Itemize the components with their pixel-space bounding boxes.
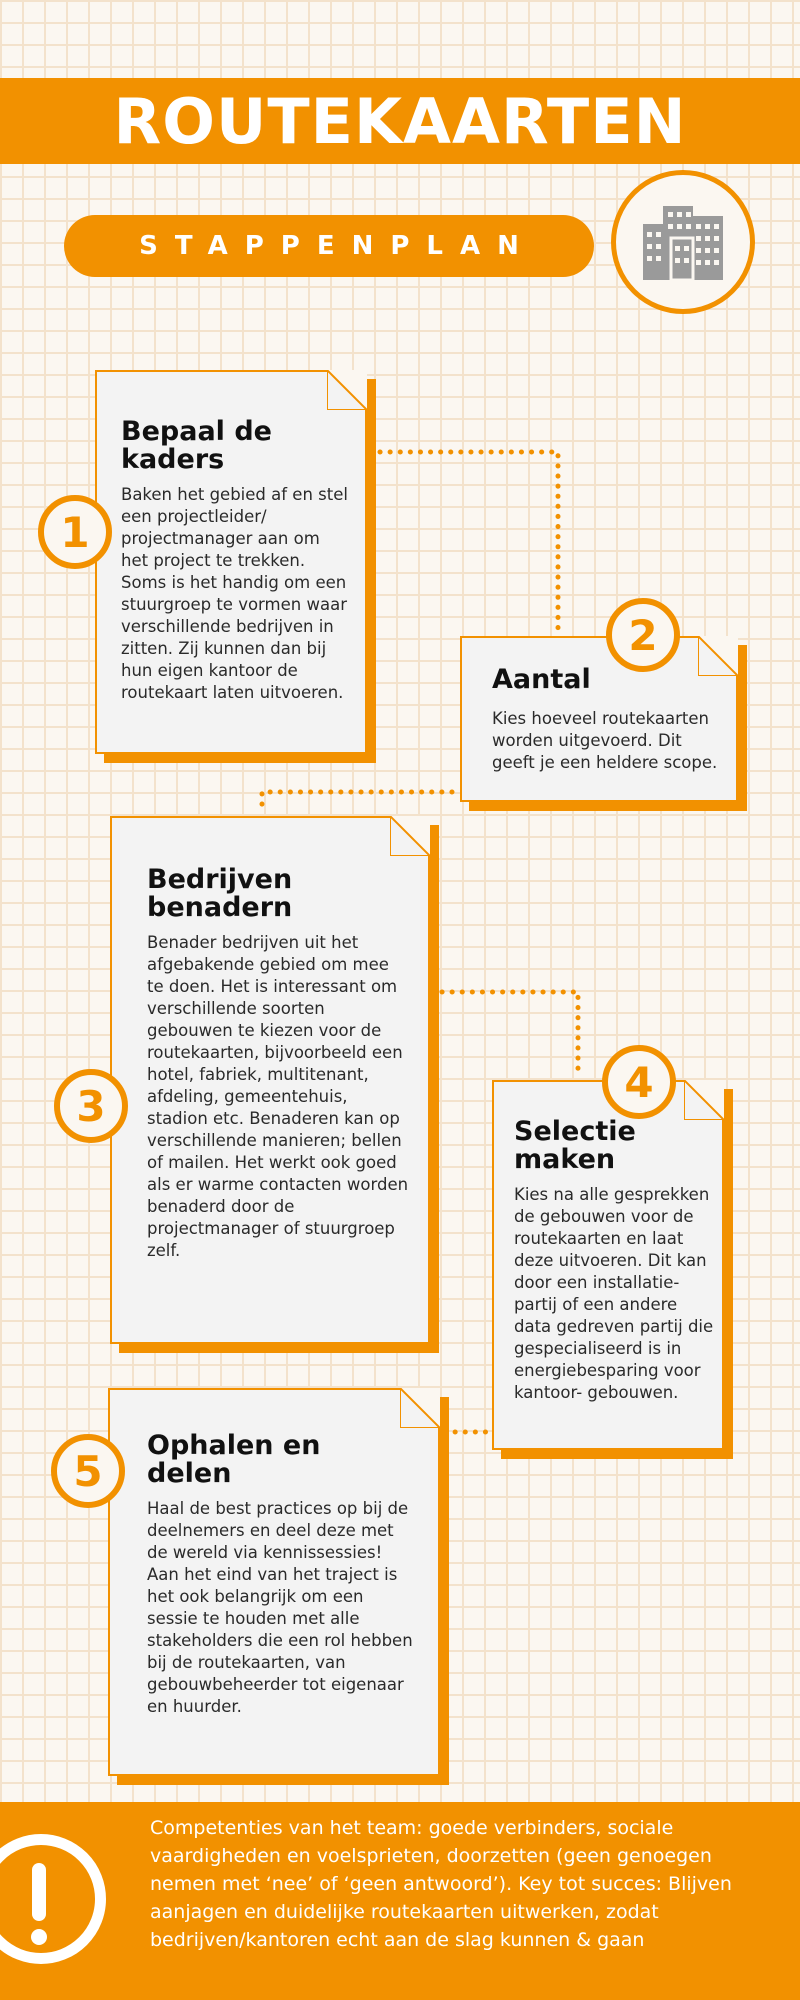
step-card-1 — [95, 370, 367, 754]
folded-corner — [684, 1080, 724, 1120]
step-number-3: 3 — [54, 1069, 128, 1143]
step-text: Benader bedrijven uit het afgebakende gebied om mee te doen. Het is interessant om verschillende soorten gebouwen te kiezen voor de routekaarten, bijvoorbeeld een hotel, fabriek, multitenant, afdeling, gemeentehuis, stadion etc. Benaderen kan op verschillende manieren; bellen of mailen. Het werkt ook goed als er warme contacten worden benaderd door de projectmanager of stuurgroep zelf. — [147, 933, 409, 1260]
step-number-1: 1 — [38, 495, 112, 569]
step-card-4 — [492, 1080, 724, 1450]
step-number-4: 4 — [602, 1045, 676, 1119]
subtitle-pill: STAPPENPLAN — [64, 215, 594, 277]
footer-band — [0, 1802, 800, 2000]
folded-corner — [390, 816, 430, 856]
step-title: Aantal — [492, 664, 591, 695]
step-text: Kies hoeveel routekaarten worden uitgevoerd. Dit geeft je een heldere scope. — [492, 709, 718, 772]
folded-corner — [400, 1388, 440, 1428]
step-number-5: 5 — [51, 1434, 125, 1508]
step-number-2: 2 — [606, 598, 680, 672]
step-card-2 — [460, 636, 738, 802]
step-text: Kies na alle gesprekken de gebouwen voor de routekaarten en laat deze uitvoeren. Dit kan door een installatie- partij of een andere data gedreven partij die gespecialiseerd is in energiebesparing voor kantoor- gebouwen. — [514, 1185, 714, 1402]
step-title: Bepaal de kaders — [121, 416, 272, 475]
step-title: Bedrijven benadern — [147, 864, 293, 923]
folded-corner — [327, 370, 367, 410]
step-card-3 — [110, 816, 430, 1344]
step-title: Selectie maken — [514, 1116, 636, 1175]
footer-text: Competenties van het team: goede verbinders, sociale vaardigheden en voelsprieten, doorzetten (geen genoegen nemen met ‘nee’ of ‘geen antwoord’). Key tot succes: Blijven aanjagen en duidelijke routekaarten uitwerken, zodat bedrijven/kantoren echt aan de slag kunnen & gaan — [150, 1817, 732, 1951]
step-title: Ophalen en delen — [147, 1430, 321, 1489]
step-text: Haal de best practices op bij de deelnemers en deel deze met de wereld via kennissessies! Aan het eind van het traject is het ook belangrijk om een sessie te houden met alle stakeholders die een rol hebben bij de routekaarten, van gebouwbeheerder tot eigenaar en huurder. — [147, 1499, 413, 1716]
step-card-5 — [108, 1388, 440, 1776]
step-text: Baken het gebied af en stel een projectleider/ projectmanager aan om het project te trekken. Soms is het handig om een stuurgroep te vormen waar verschillende bedrijven in zitten. Zij kunnen dan bij hun eigen kantoor de routekaart laten uitvoeren. — [121, 485, 348, 702]
folded-corner — [698, 636, 738, 676]
page-title: ROUTEKAARTEN — [113, 84, 687, 158]
